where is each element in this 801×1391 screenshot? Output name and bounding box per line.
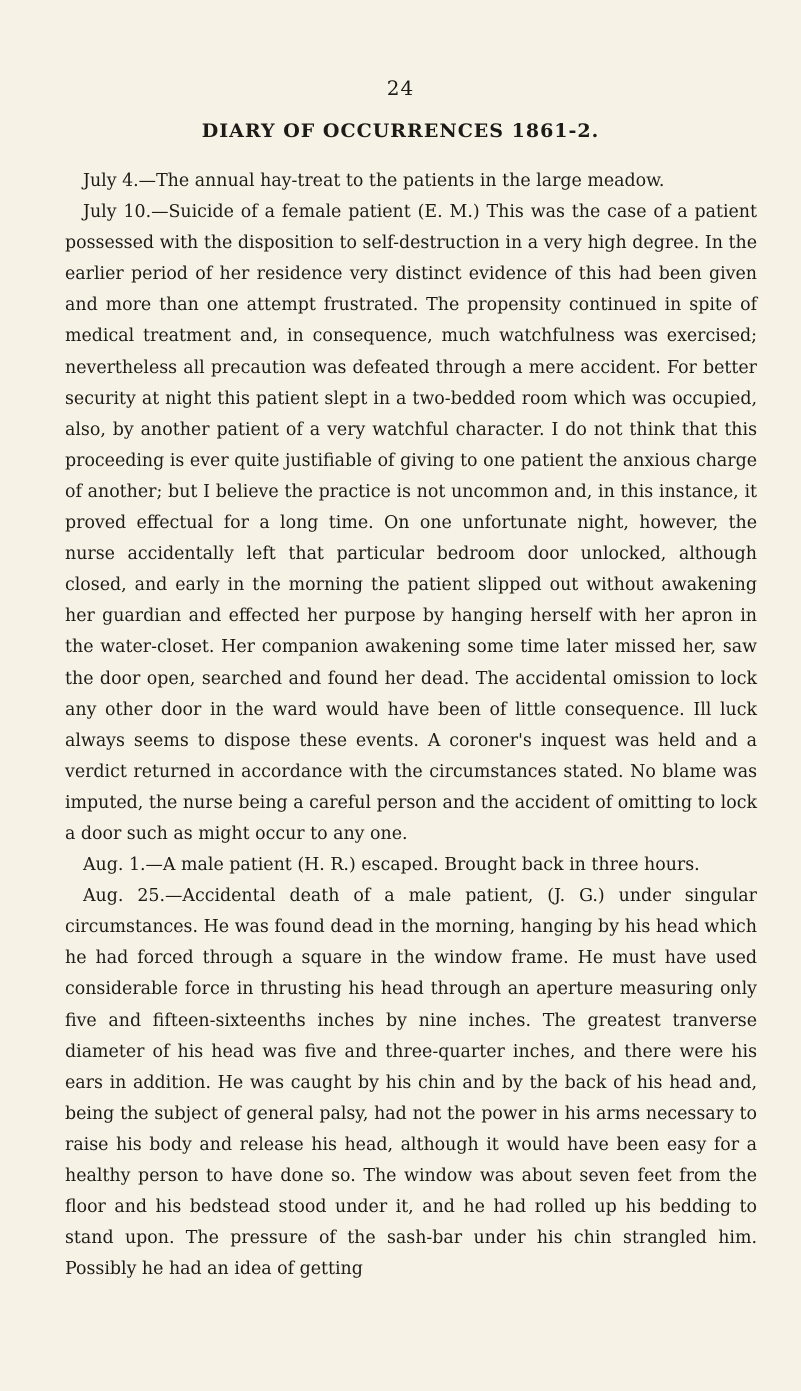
paragraph-aug-1: Aug. 1.—A male patient (H. R.) escaped. Brought back in three hours. — [83, 855, 700, 876]
running-title: DIARY OF OCCURRENCES 1861-2. — [201, 120, 600, 142]
page-number: 24 — [386, 76, 415, 100]
paragraph-july-4: July 4.—The annual hay-treat to the patients in the large meadow. — [83, 171, 665, 191]
body-text — [65, 166, 757, 1285]
paragraph-aug-25: Aug. 25.—Accidental death of a male patient, (J. G.) under singular circumstances. He was found dead in the morning, hanging by his head which he had forced through a square in the window frame. He must have used considerable force in thrusting his head through an aperture measuring only five and fifteen-sixteenths inches by nine inches. The greatest tranverse diameter of his head was five and three-quarter inches, and there were his ears in addition. He was caught by his chin and by the back of his head and, being the subject of general palsy, had not the power in his arms necessary to raise his body and release his head, although it would have been easy for a healthy person to have done so. The window was about seven feet from the floor and his bedstead stood under it, and he had rolled up his bedding to stand upon. The pressure of the sash-bar under his chin strangled him. Possibly he had an idea of getting — [65, 886, 757, 1280]
paragraph-july-10: July 10.—Suicide of a female patient (E. M.) This was the case of a patient possessed with the disposition to self-destruction in a very high degree. In the earlier period of her residence very distinct evidence of this had been given and more than one attempt frustrated. The propensity continued in spite of medical treatment and, in consequence, much watchfulness was exercised; nevertheless all precaution was defeated through a mere accident. For better security at night this patient slept in a two-bedded room which was occupied, also, by another patient of a very watchful character. I do not think that this proceeding is ever quite justifiable of giving to one patient the anxious charge of another; but I believe the practice is not uncommon and, in this instance, it proved effectual for a long time. On one unfortunate night, however, the nurse accidentally left that particular bedroom door unlocked, although closed, and early in the morning the patient slipped out without awakening her guardian and effected her purpose by hanging herself with her apron in the water-closet. Her companion awakening some time later missed her, saw the door open, searched and found her dead. The accidental omission to lock any other door in the ward would have been of little consequence. Ill luck always seems to dispose these events. A coroner's inquest was held and a verdict returned in accordance with the circumstances stated. No blame was imputed, the nurse being a careful person and the accident of omitting to lock a door such as might occur to any one. — [65, 202, 757, 844]
